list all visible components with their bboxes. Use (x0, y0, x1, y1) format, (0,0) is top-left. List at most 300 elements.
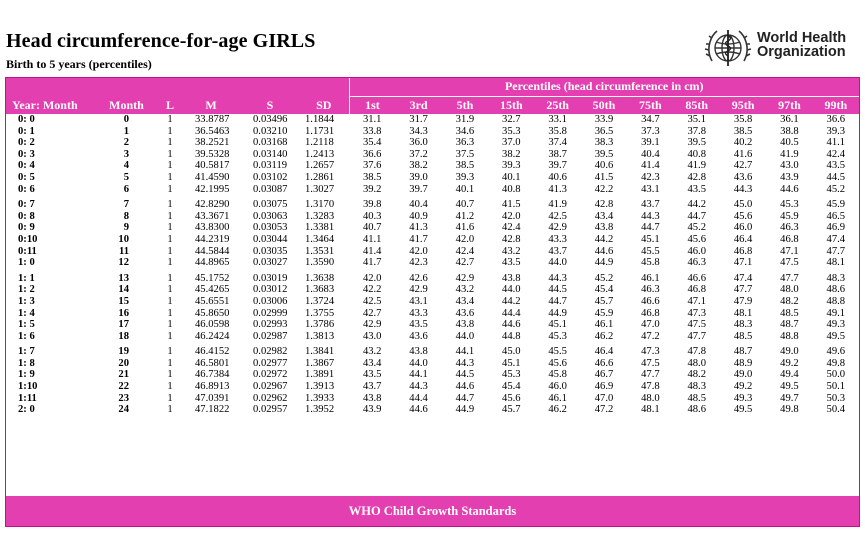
table-cell: 44.6 (502, 319, 521, 331)
table-cell: 46.9 (594, 381, 614, 393)
table-cell: 35.4 (362, 137, 382, 149)
table-cell: 0.03087 (253, 183, 288, 195)
table-cell: 1 (167, 199, 173, 211)
table-cell: 0.03075 (253, 199, 288, 211)
table-cell: 37.2 (409, 148, 428, 160)
table-cell: 43.3671 (195, 210, 230, 222)
table-cell: 39.3 (455, 171, 475, 183)
table-cell: 0.03496 (253, 114, 288, 125)
table-cell: 41.1 (826, 137, 846, 149)
footer-band (6, 496, 859, 526)
table-cell: 38.5 (455, 160, 475, 172)
table-cell: 47.9 (733, 295, 753, 307)
table-cell: 43.1 (409, 295, 428, 307)
table-cell: 1 (167, 160, 173, 172)
table-row (6, 319, 859, 331)
table-cell: 38.2 (502, 148, 521, 160)
table-row (6, 369, 859, 381)
table-cell: 46.6 (594, 357, 614, 369)
table-cell: 41.5 (594, 171, 614, 183)
table-cell: 46.5 (826, 210, 846, 222)
table-cell: 46.8913 (195, 381, 230, 393)
table-cell: 46.3 (780, 222, 799, 234)
page-title: Head circumference-for-age GIRLS (6, 30, 316, 52)
table-cell: 12 (118, 257, 129, 269)
table-cell: 37.8 (687, 125, 706, 137)
table-cell: 42.3 (409, 257, 428, 269)
table-cell: 1 (167, 381, 173, 393)
table-cell: 47.0391 (195, 392, 230, 404)
table-cell: 43.0 (780, 160, 799, 172)
table-cell: 49.4 (780, 369, 799, 381)
table-cell: 44.1 (455, 346, 475, 358)
table-cell: 0.03027 (253, 257, 288, 269)
table-cell: 1.3683 (305, 284, 335, 296)
table-cell: 43.8300 (195, 222, 230, 234)
table-cell: 1.3027 (305, 183, 335, 195)
table-cell: 1.2413 (305, 148, 335, 160)
table-cell: 48.3 (687, 381, 706, 393)
table-cell: 1.3283 (305, 210, 335, 222)
table-cell: 0.03012 (253, 284, 288, 296)
table-cell: 1.3464 (305, 233, 335, 245)
table-cell: 1 (167, 114, 173, 125)
table-cell: 4 (123, 160, 129, 172)
table-cell: 35.8 (548, 125, 567, 137)
table-cell: 1.3841 (305, 346, 335, 358)
table-cell: 48.5 (687, 392, 706, 404)
column-header: S (241, 96, 299, 114)
table-cell: 22 (118, 381, 129, 393)
table-cell: 46.2 (548, 404, 567, 416)
table-cell: 46.1 (548, 392, 567, 404)
table-cell: 44.2319 (195, 233, 230, 245)
table-cell: 42.4 (826, 148, 846, 160)
table-cell: 1 (167, 257, 173, 269)
table-cell: 41.7 (409, 233, 428, 245)
table-cell: 1.3755 (305, 307, 335, 319)
table-cell: 50.0 (826, 369, 846, 381)
table-cell: 15 (118, 295, 129, 307)
column-header: 1st (349, 96, 395, 114)
table-cell: 45.1 (548, 319, 567, 331)
table-cell: 41.6 (733, 148, 753, 160)
table-cell: 43.8 (455, 319, 475, 331)
table-cell: 46.7 (594, 369, 614, 381)
table-cell: 44.2 (687, 199, 706, 211)
table-cell: 45.4 (502, 381, 521, 393)
table-cell: 35.3 (502, 125, 521, 137)
table-cell: 47.7 (687, 330, 706, 342)
table-cell: 35.8 (733, 114, 753, 125)
table-cell: 42.4 (455, 245, 475, 257)
table-cell: 46.2424 (195, 330, 230, 342)
table-cell: 1 (167, 295, 173, 307)
table-cell: 48.8 (826, 295, 846, 307)
table-row (6, 234, 859, 246)
who-line1: World Health (757, 30, 847, 46)
table-row (6, 222, 859, 234)
table-cell: 45.8650 (195, 307, 230, 319)
table-cell: 1.1844 (305, 114, 335, 125)
table-row (6, 172, 859, 184)
table-cell: 0.03102 (253, 171, 288, 183)
table-cell: 1 (167, 137, 173, 149)
table-cell: 44.6 (594, 245, 614, 257)
table-cell: 48.2 (687, 369, 706, 381)
table-cell: 1 (167, 369, 173, 381)
table-cell: 37.4 (548, 137, 567, 149)
table-cell: 45.9 (594, 307, 614, 319)
column-header: M (181, 96, 241, 114)
table-cell: 45.3 (502, 369, 521, 381)
table-cell: 39.5328 (195, 148, 230, 160)
table-cell: 45.2 (594, 272, 614, 284)
table-cell: 48.7 (733, 346, 753, 358)
table-cell: 42.5 (362, 295, 382, 307)
table-cell: 48.9 (733, 357, 753, 369)
table-cell: 38.3 (594, 137, 614, 149)
table-cell: 44.7 (641, 222, 660, 234)
table-cell: 46.6 (641, 295, 660, 307)
table-cell: 47.1 (687, 295, 706, 307)
table-cell: 45.6 (733, 210, 753, 222)
table-cell: 45.6551 (195, 295, 230, 307)
table-cell: 39.5 (594, 148, 614, 160)
table-cell: 0.03035 (253, 245, 288, 257)
table-cell: 40.8 (687, 148, 706, 160)
table-cell: 48.0 (780, 284, 799, 296)
table-cell: 5 (123, 171, 129, 183)
table-cell: 46.8 (780, 233, 799, 245)
table-cell: 23 (118, 392, 129, 404)
table-cell: 1.3531 (305, 245, 335, 257)
table-cell: 42.2 (362, 284, 382, 296)
table-cell: 0: 8 (18, 210, 35, 222)
table-cell: 1 (167, 392, 173, 404)
table-cell: 48.1 (733, 307, 753, 319)
table-cell: 45.5 (641, 245, 660, 257)
table-cell: 44.7 (455, 392, 475, 404)
column-header: 3rd (395, 96, 441, 114)
table-cell: 1: 6 (18, 330, 35, 342)
table-cell: 46.8 (733, 245, 753, 257)
table-cell: 41.6 (455, 222, 475, 234)
table-cell: 45.4 (594, 284, 614, 296)
table-cell: 49.6 (826, 346, 846, 358)
table-cell: 43.7 (641, 199, 660, 211)
table-cell: 50.4 (826, 404, 846, 416)
table-cell: 24 (118, 404, 129, 416)
table-row (6, 393, 859, 405)
table-cell: 1.3590 (305, 257, 335, 269)
table-cell: 43.8 (409, 346, 428, 358)
table-cell: 43.4 (455, 295, 475, 307)
table-cell: 42.8 (687, 171, 706, 183)
table-cell: 33.8787 (195, 114, 230, 125)
table-row (6, 114, 859, 126)
table-cell: 36.0 (409, 137, 428, 149)
table-cell: 8 (123, 210, 129, 222)
table-cell: 43.5 (687, 183, 706, 195)
table-cell: 16 (118, 307, 129, 319)
table-cell: 41.4 (362, 245, 382, 257)
table-cell: 44.3 (548, 272, 567, 284)
table-cell: 41.2 (455, 210, 475, 222)
table-row (6, 211, 859, 223)
table-cell: 46.8 (687, 284, 706, 296)
table-cell: 43.9 (362, 404, 382, 416)
table-cell: 43.5 (826, 160, 846, 172)
table-cell: 34.3 (409, 125, 428, 137)
table-cell: 44.5 (826, 171, 846, 183)
table-cell: 35.1 (687, 114, 706, 125)
table-row (6, 149, 859, 161)
table-cell: 0: 0 (18, 114, 35, 125)
table-cell: 0.03063 (253, 210, 288, 222)
table-cell: 41.9 (687, 160, 706, 172)
table-cell: 34.6 (455, 125, 475, 137)
table-cell: 1.3786 (305, 319, 335, 331)
table-row (6, 404, 859, 416)
table-cell: 7 (123, 199, 129, 211)
table-cell: 45.7 (594, 295, 614, 307)
table-cell: 1 (167, 222, 173, 234)
table-cell: 40.1 (502, 171, 521, 183)
column-header: L (159, 96, 181, 114)
table-cell: 50.3 (826, 392, 846, 404)
table-cell: 0.02993 (253, 319, 288, 331)
table-cell: 47.2 (641, 330, 660, 342)
table-cell: 46.3 (641, 284, 660, 296)
table-cell: 0:10 (18, 233, 38, 245)
table-cell: 45.8 (548, 369, 567, 381)
table-cell: 43.0 (362, 330, 382, 342)
table-cell: 37.5 (455, 148, 475, 160)
table-cell: 44.1 (409, 369, 428, 381)
table-cell: 1 (167, 171, 173, 183)
table-cell: 47.2 (594, 404, 614, 416)
table-cell: 38.7 (548, 148, 567, 160)
table-cell: 42.0 (502, 210, 521, 222)
table-cell: 45.0 (733, 199, 753, 211)
table-row (6, 126, 859, 138)
table-cell: 1 (167, 404, 173, 416)
table-cell: 37.0 (502, 137, 521, 149)
table-cell: 0: 2 (18, 137, 35, 149)
table-cell: 41.3 (409, 222, 428, 234)
table-cell: 47.7 (641, 369, 660, 381)
table-cell: 1: 7 (18, 346, 35, 358)
table-cell: 0: 7 (18, 199, 35, 211)
column-header: 5th (442, 96, 488, 114)
table-cell: 45.6 (502, 392, 521, 404)
table-cell: 1.3933 (305, 392, 335, 404)
table-cell: 0.02962 (253, 392, 288, 404)
table-cell: 36.1 (780, 114, 799, 125)
table-cell: 42.1995 (195, 183, 230, 195)
table-cell: 46.9 (826, 222, 846, 234)
table-cell: 0.02957 (253, 404, 288, 416)
footer-label: WHO Child Growth Standards (348, 504, 517, 518)
table-cell: 47.3 (687, 307, 706, 319)
table-cell: 1.3638 (305, 272, 335, 284)
table-cell: 44.0 (502, 284, 521, 296)
table-cell: 44.3 (641, 210, 660, 222)
table-cell: 42.5 (548, 210, 567, 222)
table-cell: 1 (167, 357, 173, 369)
table-cell: 1: 4 (18, 307, 35, 319)
table-cell: 46.2 (594, 330, 614, 342)
table-cell: 40.7 (455, 199, 475, 211)
table-cell: 43.5 (362, 369, 382, 381)
table-cell: 47.8 (687, 346, 706, 358)
table-cell: 6 (123, 183, 129, 195)
percentiles-group-label: Percentiles (head circumference in cm) (349, 78, 859, 96)
table-cell: 1: 2 (18, 284, 35, 296)
table-cell: 43.4 (362, 357, 382, 369)
table-cell: 48.6 (826, 284, 846, 296)
table-cell: 47.7 (733, 284, 753, 296)
table-cell: 36.5 (594, 125, 614, 137)
table-cell: 0.03210 (253, 125, 288, 137)
table-cell: 49.3 (826, 319, 846, 331)
table-cell: 0.02999 (253, 307, 288, 319)
table-row (6, 342, 859, 358)
table-cell: 1 (167, 346, 173, 358)
table-cell: 1 (167, 307, 173, 319)
table-cell: 46.8 (641, 307, 660, 319)
table-cell: 1 (167, 330, 173, 342)
table-row (6, 296, 859, 308)
table-cell: 21 (118, 369, 129, 381)
table-cell: 0: 4 (18, 160, 35, 172)
who-line2: Organization (757, 44, 846, 60)
table-cell: 45.2 (826, 183, 846, 195)
table-cell: 49.0 (733, 369, 753, 381)
table-cell: 47.0 (641, 319, 660, 331)
table-cell: 1: 9 (18, 369, 35, 381)
table-cell: 33.1 (548, 114, 567, 125)
table-cell: 1 (167, 125, 173, 137)
table-cell: 0 (123, 114, 129, 125)
table-cell: 0.03140 (253, 148, 288, 160)
table-row (6, 195, 859, 211)
table-cell: 3 (123, 148, 129, 160)
table-cell: 47.1 (733, 257, 753, 269)
table-body (6, 114, 859, 416)
table-cell: 43.8 (362, 392, 382, 404)
table-cell: 1.3381 (305, 222, 335, 234)
table-cell: 41.1 (362, 233, 382, 245)
table-cell: 45.6 (548, 357, 567, 369)
table-cell: 42.7 (733, 160, 753, 172)
table-cell: 1: 3 (18, 295, 35, 307)
table-cell: 0.02977 (253, 357, 288, 369)
table-row (6, 184, 859, 196)
table-cell: 1: 8 (18, 357, 35, 369)
table-cell: 44.3 (733, 183, 753, 195)
table-cell: 0: 5 (18, 171, 35, 183)
table-cell: 41.5 (502, 199, 521, 211)
table-cell: 46.1 (641, 272, 660, 284)
table-cell: 45.4265 (195, 284, 230, 296)
table-row (6, 331, 859, 343)
table-cell: 47.3 (641, 346, 660, 358)
table-cell: 45.3 (548, 330, 567, 342)
table-cell: 49.5 (780, 381, 799, 393)
table-cell: 43.3 (409, 307, 428, 319)
table-cell: 41.4590 (195, 171, 230, 183)
table-cell: 1: 0 (18, 257, 35, 269)
table-cell: 48.2 (780, 295, 799, 307)
table-cell: 45.1752 (195, 272, 230, 284)
table-cell: 10 (118, 233, 129, 245)
column-header: 15th (488, 96, 534, 114)
table-cell: 18 (118, 330, 129, 342)
table-cell: 0.02982 (253, 346, 288, 358)
table-cell: 44.4 (502, 307, 521, 319)
table-cell: 40.6 (594, 160, 614, 172)
table-cell: 0: 9 (18, 222, 35, 234)
table-cell: 1:10 (18, 381, 38, 393)
column-header: Year: Month (6, 96, 94, 114)
table-cell: 44.3 (409, 381, 428, 393)
table-cell: 39.5 (687, 137, 706, 149)
table-cell: 43.5 (409, 319, 428, 331)
table-cell: 42.3 (641, 171, 660, 183)
table-cell: 44.0 (455, 330, 475, 342)
table-cell: 43.7 (548, 245, 567, 257)
table-cell: 45.6 (687, 233, 706, 245)
table-cell: 17 (118, 319, 129, 331)
table-cell: 42.0 (362, 272, 382, 284)
table-cell: 36.5463 (195, 125, 230, 137)
table-cell: 46.4152 (195, 346, 230, 358)
table-cell: 46.7384 (195, 369, 230, 381)
table-cell: 40.5 (780, 137, 799, 149)
table-cell: 43.8 (594, 222, 614, 234)
table-cell: 1.3813 (305, 330, 335, 342)
table-cell: 2: 0 (18, 404, 35, 416)
table-cell: 38.8 (780, 125, 799, 137)
table-cell: 44.9 (455, 404, 475, 416)
table-cell: 49.8 (826, 357, 846, 369)
table-cell: 49.2 (780, 357, 799, 369)
table-cell: 38.5 (362, 171, 382, 183)
table-cell: 38.2 (409, 160, 428, 172)
table-cell: 1 (167, 183, 173, 195)
table-cell: 41.9 (548, 199, 567, 211)
table-cell: 36.3 (455, 137, 475, 149)
table-cell: 42.2 (594, 183, 614, 195)
who-logo-text (757, 31, 846, 59)
who-emblem-icon (703, 26, 753, 70)
table-cell: 44.3 (455, 357, 475, 369)
column-header: 85th (674, 96, 720, 114)
column-header: Month (94, 96, 159, 114)
table-cell: 45.2 (687, 222, 706, 234)
table-cell: 49.3 (733, 392, 753, 404)
table-cell: 32.7 (502, 114, 521, 125)
table-cell: 42.6 (409, 272, 428, 284)
table-cell: 39.2 (362, 183, 382, 195)
table-cell: 44.0 (409, 357, 428, 369)
column-header: 99th (813, 96, 859, 114)
table-cell: 0.03053 (253, 222, 288, 234)
table-cell: 39.8 (362, 199, 382, 211)
table-cell: 0.02987 (253, 330, 288, 342)
